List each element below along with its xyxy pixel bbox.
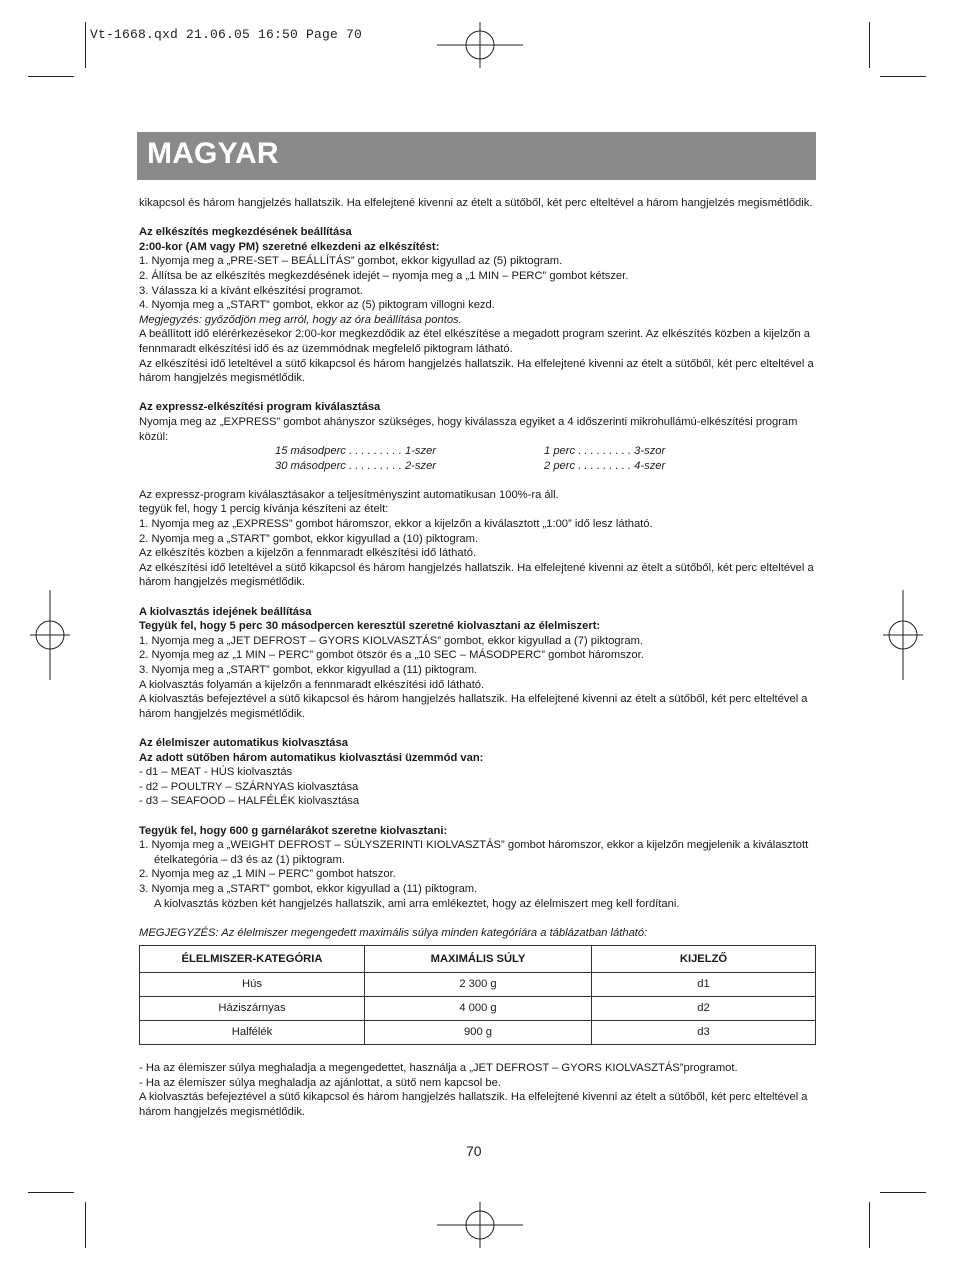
crop-mark-bottom-right-h (880, 1192, 926, 1193)
table-header-display: KIJELZŐ (592, 946, 816, 973)
table-cell: d1 (592, 973, 816, 997)
express-section (139, 400, 815, 590)
crop-mark-top-left-h (28, 76, 74, 77)
express-line: Az elkészítés közben a kijelzőn a fennmaradt elkészítési idő látható. (139, 547, 477, 560)
defrost-mode-item: - d3 – SEAFOOD – HALFÉLÉK kiolvasztása (139, 795, 360, 808)
defrost-time-line: 3. Nyomja meg a „START” gombot, ekkor kigyullad a (11) piktogram. (139, 664, 478, 676)
preset-step: 3. Válassza ki a kívánt elkészítési programot. (139, 284, 363, 297)
example-heading: Tegyük fel, hogy 600 g garnélarákot szeretne kiolvasztani: (139, 824, 448, 837)
express-option: 2 perc . . . . . . . . . 4-szer (544, 459, 666, 472)
defrost-time-section (139, 605, 815, 722)
page-title: MAGYAR (147, 137, 279, 170)
preset-step: 4. Nyomja meg a „START” gombot, ekkor az (5) piktogram villogni kezd. (139, 299, 495, 312)
registration-mark-left (30, 590, 70, 680)
table-cell: Háziszárnyas (140, 997, 365, 1021)
example-step: 3. Nyomja meg a „START” gombot, ekkor kigyullad a (11) piktogram. (139, 882, 478, 895)
defrost-time-line: A kiolvasztás befejeztével a sütő kikapcsol és három hangjelzés hallatszik. Ha elfelejtené kivenni az ételt a sütőből, két perc elteltével a három hangjelzés megismétlődik. (139, 693, 808, 720)
table-row (140, 997, 816, 1021)
preset-subheading: 2:00-kor (AM vagy PM) szeretné elkezdeni az elkészítést: (139, 240, 440, 253)
defrost-time-line: 2. Nyomja meg az „1 MIN – PERC” gombot ötször és a „10 SEC – MÁSODPERC” gombot háromszor. (139, 649, 644, 662)
registration-mark-bottom (437, 1202, 523, 1248)
table-row (140, 1021, 816, 1045)
registration-mark-top (437, 22, 523, 68)
example-step: 2. Nyomja meg az „1 MIN – PERC” gombot hatszor. (139, 868, 396, 881)
footer-note: A kiolvasztás befejeztével a sütő kikapcsol és három hangjelzés hallatszik. Ha elfelejtené kivenni az ételt a sütőből, két perc elteltével a három hangjelzés megismétlődik. (139, 1091, 808, 1119)
table-header-weight: MAXIMÁLIS SÚLY (365, 946, 592, 973)
defrost-time-heading: A kiolvasztás idejének beállítása (139, 605, 312, 618)
intro-paragraph: kikapcsol és három hangjelzés hallatszik. Ha elfelejtené kivenni az ételt a sütőből, két perc elteltével a három hangjelzés megismétlődik. (139, 197, 813, 209)
express-option: 1 perc . . . . . . . . . 3-szor (544, 445, 666, 458)
defrost-mode-item: - d2 – POULTRY – SZÁRNYAS kiolvasztása (139, 780, 359, 793)
table-header-row (140, 946, 816, 973)
table-cell: 4 000 g (365, 997, 592, 1021)
preset-step: 1. Nyomja meg a „PRE-SET – BEÁLLÍTÁS” gombot, ekkor kigyullad az (5) piktogram. (139, 255, 563, 268)
defrost-mode-item: - d1 – MEAT - HÚS kiolvasztás (139, 766, 293, 779)
registration-mark-right (883, 590, 923, 680)
preset-paragraph: Az elkészítési idő leteltével a sütő kikapcsol és három hangjelzés hallatszik. Ha elfelejtené kivenni az ételt a sütőből, két perc elteltével a három hangjelzés megismétlődik. (139, 357, 814, 385)
table-cell: 2 300 g (365, 973, 592, 997)
express-line: tegyük fel, hogy 1 percig kívánja készíteni az ételt: (139, 503, 389, 516)
weight-table (139, 945, 816, 1045)
express-option: 30 másodperc . . . . . . . . . 2-szer (275, 459, 437, 472)
table-row (140, 973, 816, 997)
express-options (139, 444, 815, 473)
crop-mark-bottom-left-v (85, 1202, 86, 1248)
example-step-note: A kiolvasztás közben két hangjelzés hallatszik, ami arra emlékeztet, hogy az élelmiszert meg kell fordítani. (154, 897, 680, 910)
auto-defrost-heading: Az élelmiszer automatikus kiolvasztása (139, 736, 348, 749)
table-cell: 900 g (365, 1021, 592, 1045)
preset-step: 2. Állítsa be az elkészítés megkezdésének idejét – nyomja meg a „1 MIN – PERC” gombot kétszer. (139, 269, 629, 282)
main-content (139, 196, 815, 1120)
footer-note: - Ha az élemiszer súlya meghaladja a megengedettet, használja a „JET DEFROST – GYORS KIOLVASZTÁS”programot. (139, 1062, 738, 1075)
example-step: 1. Nyomja meg a „WEIGHT DEFROST – SÚLYSZERINTI KIOLVASZTÁS” gombot háromszor, ekkor a kijelzőn megjelenik a kiválasztott ételkategória – d3 és az (1) piktogram. (139, 839, 809, 866)
auto-defrost-subheading: Az adott sütőben három automatikus kiolvasztási üzemmód van: (139, 751, 484, 764)
printer-slug: Vt-1668.qxd 21.06.05 16:50 Page 70 (90, 27, 363, 42)
preset-paragraph: A beállított idő elérérkezésekor 2:00-kor megkezdődik az étel elkészítése a megadott program szerint. Az elkészítés közben a kijelzőn a fennmaradt elkészítési idő és az üzemmódnak megfelelő piktogram látható. (139, 328, 810, 355)
footer-note: - Ha az élemiszer súlya meghaladja az ajánlottat, a sütő nem kapcsol be. (139, 1076, 501, 1089)
language-header (137, 132, 816, 180)
defrost-time-line: 1. Nyomja meg a „JET DEFROST – GYORS KIOLVASZTÁS” gombot, ekkor kigyullad a (7) piktogram. (139, 634, 644, 647)
express-heading: Az expressz-elkészítési program kiválasztása (139, 401, 381, 414)
express-intro: Nyomja meg az „EXPRESS” gombot ahányszor szükséges, hogy kiválassza egyiket a 4 időszerinti mikrohullámú-elkészítési program közül: (139, 415, 798, 443)
crop-mark-top-right-h (880, 76, 926, 77)
express-line: 2. Nyomja meg a „START” gombot, ekkor kigyullad a (10) piktogram. (139, 532, 479, 545)
crop-mark-bottom-right-v (869, 1202, 870, 1248)
express-line: Az expressz-program kiválasztásakor a teljesítményszint automatikusan 100%-ra áll. (139, 488, 559, 501)
table-header-category: ÉLELMISZER-KATEGÓRIA (140, 946, 365, 973)
express-line: 1. Nyomja meg az „EXPRESS” gombot háromszor, ekkor a kijelzőn a kiválasztott „1:00” idő lesz látható. (139, 518, 653, 531)
crop-mark-bottom-left-h (28, 1192, 74, 1193)
preset-section (139, 225, 815, 386)
defrost-time-line: A kiolvasztás folyamán a kijelzőn a fennmaradt elkészítési idő látható. (139, 678, 485, 691)
express-option: 15 másodperc . . . . . . . . . 1-szer (275, 445, 437, 458)
page-number: 70 (466, 1143, 482, 1159)
table-cell: Halfélék (140, 1021, 365, 1045)
defrost-time-subheading: Tegyük fel, hogy 5 perc 30 másodpercen keresztül szeretné kiolvasztani az élelmiszert: (139, 620, 601, 633)
table-cell: d2 (592, 997, 816, 1021)
express-line: Az elkészítési idő leteltével a sütő kikapcsol és három hangjelzés hallatszik. Ha elfelejtené kivenni az ételt a sütőből, két perc elteltével a három hangjelzés megismétlődik. (139, 561, 814, 589)
preset-note: Megjegyzés: győződjön meg arról, hogy az óra beállítása pontos. (139, 313, 462, 326)
crop-mark-top-right-v (869, 22, 870, 68)
crop-mark-top-left-v (85, 22, 86, 68)
table-cell: Hús (140, 973, 365, 997)
auto-defrost-section (139, 736, 815, 940)
table-cell: d3 (592, 1021, 816, 1045)
weight-note: MEGJEGYZÉS: Az élelmiszer megengedett maximális súlya minden kategóriára a táblázatban látható: (139, 926, 648, 939)
preset-heading: Az elkészítés megkezdésének beállítása (139, 226, 352, 239)
